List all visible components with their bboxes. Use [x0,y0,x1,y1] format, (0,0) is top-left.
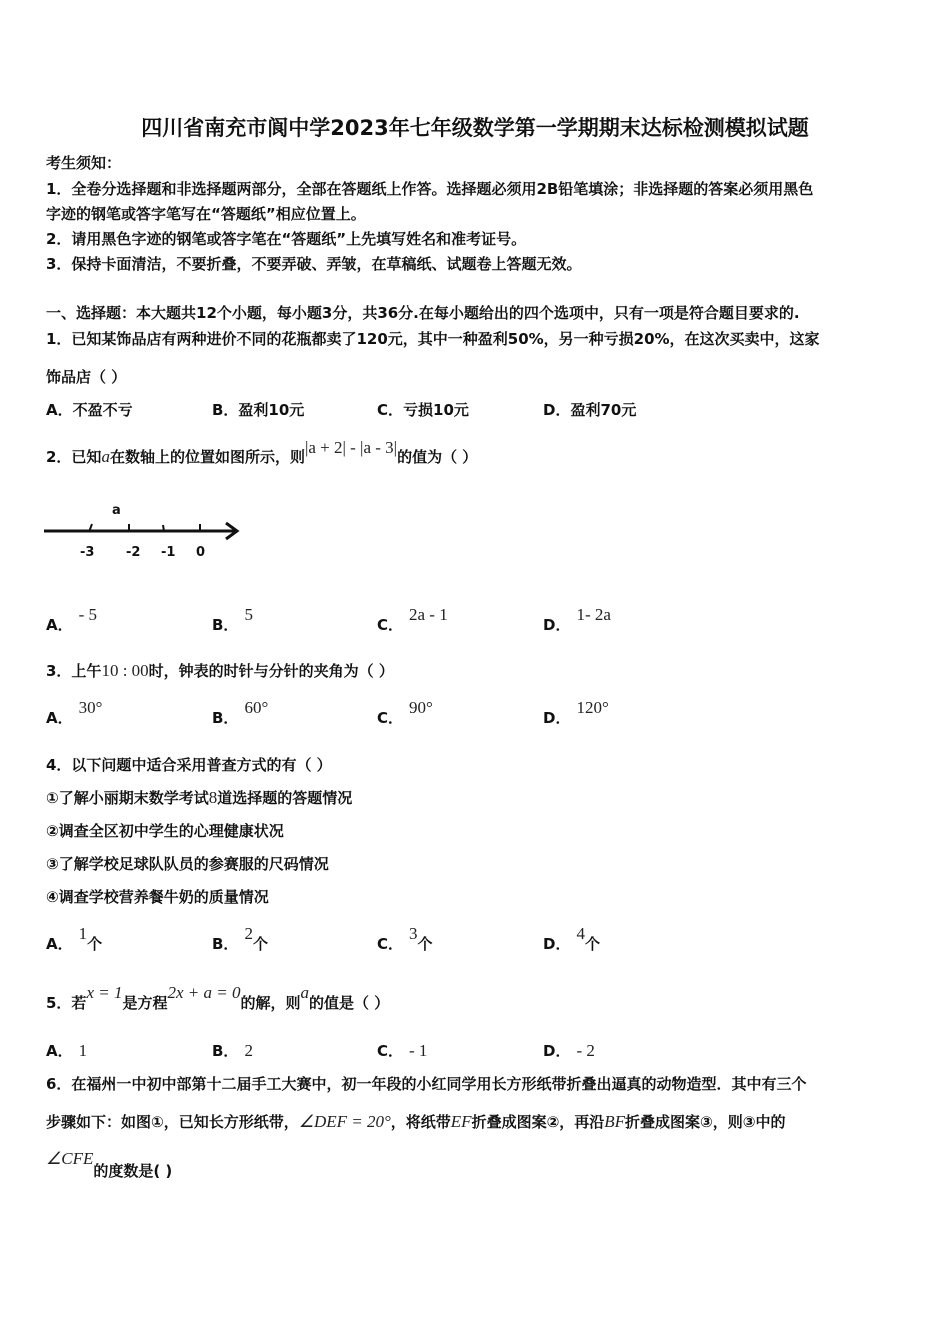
point-a-label: a [112,503,121,518]
q2-option-c: C．2a - 1 [377,605,448,634]
notice-item-2: 2．请用黑色字迹的钢笔或答字笔在“答题纸”上先填写姓名和准考证号。 [46,230,527,248]
tick-minus-1 [163,525,164,531]
q2-option-b: B．5 [212,605,253,634]
q2-expression: |a + 2| - |a - 3| [304,438,398,457]
q2-post: 的值为（ ） [397,448,478,466]
q6-stem-cont: 步骤如下：如图①，已知长方形纸带，∠DEF = 20°，将纸带EF折叠成图案②，再沿BF折叠成图案③，则③中的 [46,1112,786,1131]
notice-item-1-cont: 字迹的钢笔或答字笔写在“答题纸”相应位置上。 [46,205,366,223]
q4-option-c: C．3个 [377,924,433,953]
q5-condition: x = 1 [86,983,123,1002]
q3-option-a: A．30° [46,698,103,727]
tick-label-minus-2: -2 [126,545,141,560]
q4-option-a: A．1个 [46,924,103,953]
q6-stem-end: ∠CFE的度数是( ) [46,1149,173,1180]
q3-option-b: B．60° [212,698,269,727]
section-heading: 一、选择题：本大题共12个小题，每小题3分，共36分.在每小题给出的四个选项中，只有一项是符合题目要求的. [46,304,800,322]
q5-equation: 2x + a = 0 [167,983,241,1002]
q1-option-d: D．盈利70元 [543,401,637,419]
notice-item-1: 1．全卷分选择题和非选择题两部分，全部在答题纸上作答。选择题必须用2B铅笔填涂；非选择题的答案必须用黑色 [46,180,814,198]
tick-label-zero: 0 [196,545,206,560]
q1-stem-cont: 饰品店（ ） [46,368,127,386]
page-title: 四川省南充市阆中学2023年七年级数学第一学期期末达标检测模拟试题 [141,116,809,140]
q1-option-b: B．盈利10元 [212,401,305,419]
q2-option-a: A．- 5 [46,605,98,634]
q1-option-a: A．不盈不亏 [46,401,133,419]
q1-option-c: C．亏损10元 [377,401,469,419]
q2-option-d: D．1- 2a [543,605,611,634]
q2-var: a [101,447,110,466]
q3-option-d: D．120° [543,698,609,727]
notice-heading: 考生须知： [46,154,122,172]
q4-stem: 4．以下问题中适合采用普查方式的有（ ） [46,756,332,774]
q3-option-c: C．90° [377,698,433,727]
q5-option-b: B． 2 [212,1041,253,1060]
q5-option-c: C． - 1 [377,1041,428,1060]
notice-item-3: 3．保持卡面清洁，不要折叠，不要弄破、弄皱，在草稿纸、试题卷上答题无效。 [46,255,582,273]
q4-item-2: ②调查全区初中学生的心理健康状况 [46,822,284,840]
tick-label-minus-3: -3 [80,545,95,560]
q2-pre: 2．已知 [46,448,102,466]
q2-mid: 在数轴上的位置如图所示，则 [109,448,305,466]
number-line-figure [40,498,250,568]
q4-item-3: ③了解学校足球队队员的参赛服的尺码情况 [46,855,329,873]
q5-stem: 5．若x = 1是方程2x + a = 0的解，则a的值是（ ） [46,983,390,1012]
tick-label-minus-1: -1 [161,545,176,560]
q5-option-a: A． 1 [46,1041,88,1060]
q6-angle-def: ∠DEF = 20° [298,1112,391,1131]
q4-item-4: ④调查学校营养餐牛奶的质量情况 [46,888,269,906]
q6-angle-cfe: ∠CFE [46,1149,94,1168]
q4-item-1: ①了解小丽期末数学考试8道选择题的答题情况 [46,788,353,807]
q3-stem: 3．上午10 : 00时，钟表的时针与分针的夹角为（ ） [46,661,394,680]
q3-time: 10 : 00 [101,661,149,680]
q5-option-d: D． - 2 [543,1041,595,1060]
q4-option-b: B．2个 [212,924,268,953]
q2-stem [46,438,478,467]
q1-stem: 1．已知某饰品店有两种进价不同的花瓶都卖了120元，其中一种盈利50%，另一种亏损20%，在这次买卖中，这家 [46,330,820,348]
q6-stem: 6．在福州一中初中部第十二届手工大赛中，初一年段的小红同学用长方形纸带折叠出逼真的动物造型．其中有三个 [46,1075,807,1093]
q4-option-d: D．4个 [543,924,600,953]
